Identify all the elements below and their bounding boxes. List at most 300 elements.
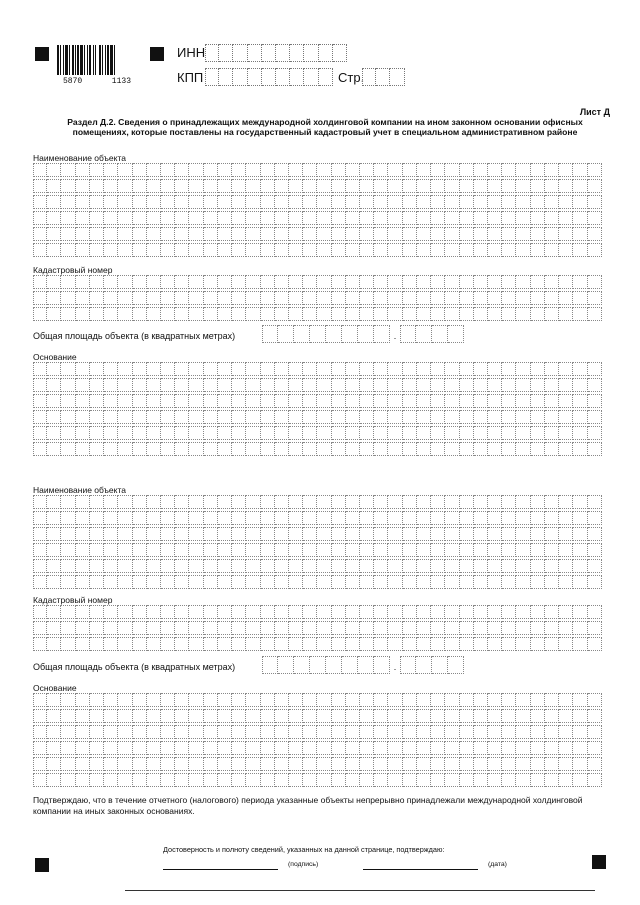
char-cell[interactable]	[246, 709, 260, 723]
char-cell[interactable]	[588, 709, 602, 723]
char-cell[interactable]	[289, 442, 303, 456]
object-name-1-row[interactable]	[33, 227, 602, 241]
char-cell[interactable]	[61, 621, 75, 635]
char-cell[interactable]	[531, 378, 545, 392]
char-cell[interactable]	[346, 195, 360, 209]
char-cell[interactable]	[275, 527, 289, 541]
char-cell[interactable]	[474, 179, 488, 193]
char-cell[interactable]	[189, 195, 203, 209]
char-cell[interactable]	[133, 621, 147, 635]
char-cell[interactable]	[261, 621, 275, 635]
char-cell[interactable]	[118, 527, 132, 541]
char-cell[interactable]	[232, 575, 246, 589]
char-cell[interactable]	[218, 637, 232, 651]
char-cell[interactable]	[232, 725, 246, 739]
char-cell[interactable]	[516, 275, 530, 289]
char-cell[interactable]	[474, 426, 488, 440]
char-cell[interactable]	[502, 275, 516, 289]
char-cell[interactable]	[360, 291, 374, 305]
char-cell[interactable]	[488, 211, 502, 225]
char-cell[interactable]	[388, 307, 402, 321]
char-cell[interactable]	[90, 179, 104, 193]
char-cell[interactable]	[161, 195, 175, 209]
char-cell[interactable]	[516, 362, 530, 376]
char-cell[interactable]	[431, 378, 445, 392]
char-cell[interactable]	[417, 307, 431, 321]
char-cell[interactable]	[474, 495, 488, 509]
char-cell[interactable]	[559, 243, 573, 257]
char-cell[interactable]	[90, 291, 104, 305]
char-cell[interactable]	[374, 394, 388, 408]
char-cell[interactable]	[289, 163, 303, 177]
char-cell[interactable]	[147, 394, 161, 408]
cadastral-number-1-row[interactable]	[33, 275, 602, 289]
char-cell[interactable]	[189, 527, 203, 541]
char-cell[interactable]	[261, 527, 275, 541]
char-cell[interactable]	[374, 362, 388, 376]
char-cell[interactable]	[360, 725, 374, 739]
char-cell[interactable]	[346, 637, 360, 651]
char-cell[interactable]	[310, 656, 326, 674]
char-cell[interactable]	[332, 725, 346, 739]
char-cell[interactable]	[246, 410, 260, 424]
char-cell[interactable]	[118, 362, 132, 376]
char-cell[interactable]	[76, 291, 90, 305]
char-cell[interactable]	[90, 243, 104, 257]
char-cell[interactable]	[218, 527, 232, 541]
char-cell[interactable]	[218, 442, 232, 456]
char-cell[interactable]	[488, 575, 502, 589]
char-cell[interactable]	[33, 637, 47, 651]
char-cell[interactable]	[445, 179, 459, 193]
char-cell[interactable]	[559, 227, 573, 241]
char-cell[interactable]	[431, 757, 445, 771]
char-cell[interactable]	[175, 179, 189, 193]
char-cell[interactable]	[374, 656, 390, 674]
char-cell[interactable]	[531, 227, 545, 241]
char-cell[interactable]	[303, 426, 317, 440]
char-cell[interactable]	[445, 378, 459, 392]
char-cell[interactable]	[303, 741, 317, 755]
char-cell[interactable]	[545, 243, 559, 257]
char-cell[interactable]	[388, 378, 402, 392]
char-cell[interactable]	[76, 757, 90, 771]
char-cell[interactable]	[545, 227, 559, 241]
char-cell[interactable]	[232, 307, 246, 321]
char-cell[interactable]	[232, 211, 246, 225]
char-cell[interactable]	[431, 394, 445, 408]
char-cell[interactable]	[559, 495, 573, 509]
char-cell[interactable]	[133, 275, 147, 289]
char-cell[interactable]	[573, 559, 587, 573]
char-cell[interactable]	[374, 527, 388, 541]
char-cell[interactable]	[317, 211, 331, 225]
char-cell[interactable]	[588, 227, 602, 241]
char-cell[interactable]	[218, 243, 232, 257]
char-cell[interactable]	[118, 243, 132, 257]
char-cell[interactable]	[118, 757, 132, 771]
char-cell[interactable]	[189, 725, 203, 739]
char-cell[interactable]	[233, 44, 247, 62]
basis-1-row[interactable]	[33, 394, 602, 408]
char-cell[interactable]	[61, 243, 75, 257]
char-cell[interactable]	[516, 211, 530, 225]
char-cell[interactable]	[276, 44, 290, 62]
char-cell[interactable]	[362, 68, 376, 86]
char-cell[interactable]	[175, 559, 189, 573]
char-cell[interactable]	[118, 227, 132, 241]
char-cell[interactable]	[317, 559, 331, 573]
char-cell[interactable]	[445, 543, 459, 557]
char-cell[interactable]	[33, 195, 47, 209]
char-cell[interactable]	[232, 559, 246, 573]
char-cell[interactable]	[374, 621, 388, 635]
char-cell[interactable]	[403, 757, 417, 771]
char-cell[interactable]	[545, 442, 559, 456]
char-cell[interactable]	[559, 163, 573, 177]
char-cell[interactable]	[175, 725, 189, 739]
char-cell[interactable]	[332, 442, 346, 456]
char-cell[interactable]	[104, 495, 118, 509]
char-cell[interactable]	[346, 179, 360, 193]
char-cell[interactable]	[204, 621, 218, 635]
char-cell[interactable]	[90, 495, 104, 509]
char-cell[interactable]	[218, 543, 232, 557]
char-cell[interactable]	[531, 637, 545, 651]
char-cell[interactable]	[516, 543, 530, 557]
char-cell[interactable]	[573, 163, 587, 177]
char-cell[interactable]	[147, 179, 161, 193]
basis-1-row[interactable]	[33, 378, 602, 392]
char-cell[interactable]	[33, 559, 47, 573]
char-cell[interactable]	[388, 426, 402, 440]
char-cell[interactable]	[516, 757, 530, 771]
char-cell[interactable]	[161, 362, 175, 376]
char-cell[interactable]	[118, 195, 132, 209]
char-cell[interactable]	[445, 211, 459, 225]
char-cell[interactable]	[531, 559, 545, 573]
char-cell[interactable]	[303, 410, 317, 424]
char-cell[interactable]	[189, 442, 203, 456]
char-cell[interactable]	[403, 307, 417, 321]
char-cell[interactable]	[61, 362, 75, 376]
char-cell[interactable]	[47, 495, 61, 509]
char-cell[interactable]	[90, 362, 104, 376]
char-cell[interactable]	[374, 741, 388, 755]
char-cell[interactable]	[104, 426, 118, 440]
char-cell[interactable]	[61, 709, 75, 723]
char-cell[interactable]	[303, 495, 317, 509]
char-cell[interactable]	[175, 243, 189, 257]
char-cell[interactable]	[218, 621, 232, 635]
char-cell[interactable]	[275, 621, 289, 635]
char-cell[interactable]	[431, 605, 445, 619]
char-cell[interactable]	[275, 637, 289, 651]
char-cell[interactable]	[47, 605, 61, 619]
char-cell[interactable]	[573, 291, 587, 305]
char-cell[interactable]	[246, 511, 260, 525]
char-cell[interactable]	[33, 757, 47, 771]
char-cell[interactable]	[417, 179, 431, 193]
char-cell[interactable]	[388, 693, 402, 707]
char-cell[interactable]	[289, 275, 303, 289]
char-cell[interactable]	[61, 757, 75, 771]
char-cell[interactable]	[289, 378, 303, 392]
char-cell[interactable]	[460, 621, 474, 635]
char-cell[interactable]	[303, 621, 317, 635]
char-cell[interactable]	[502, 605, 516, 619]
char-cell[interactable]	[332, 211, 346, 225]
char-cell[interactable]	[275, 605, 289, 619]
char-cell[interactable]	[90, 378, 104, 392]
char-cell[interactable]	[289, 543, 303, 557]
char-cell[interactable]	[445, 559, 459, 573]
char-cell[interactable]	[573, 757, 587, 771]
char-cell[interactable]	[545, 637, 559, 651]
char-cell[interactable]	[33, 709, 47, 723]
basis-1-row[interactable]	[33, 362, 602, 376]
char-cell[interactable]	[346, 773, 360, 787]
char-cell[interactable]	[502, 693, 516, 707]
char-cell[interactable]	[76, 394, 90, 408]
char-cell[interactable]	[516, 559, 530, 573]
char-cell[interactable]	[388, 362, 402, 376]
char-cell[interactable]	[246, 211, 260, 225]
char-cell[interactable]	[445, 741, 459, 755]
char-cell[interactable]	[189, 741, 203, 755]
char-cell[interactable]	[474, 243, 488, 257]
char-cell[interactable]	[133, 362, 147, 376]
char-cell[interactable]	[460, 693, 474, 707]
char-cell[interactable]	[33, 741, 47, 755]
char-cell[interactable]	[275, 741, 289, 755]
char-cell[interactable]	[417, 275, 431, 289]
char-cell[interactable]	[161, 725, 175, 739]
char-cell[interactable]	[204, 693, 218, 707]
char-cell[interactable]	[474, 291, 488, 305]
char-cell[interactable]	[374, 325, 390, 343]
char-cell[interactable]	[559, 426, 573, 440]
char-cell[interactable]	[431, 709, 445, 723]
char-cell[interactable]	[431, 527, 445, 541]
char-cell[interactable]	[360, 211, 374, 225]
char-cell[interactable]	[417, 543, 431, 557]
char-cell[interactable]	[531, 709, 545, 723]
char-cell[interactable]	[488, 559, 502, 573]
char-cell[interactable]	[147, 693, 161, 707]
char-cell[interactable]	[445, 307, 459, 321]
char-cell[interactable]	[61, 495, 75, 509]
object-name-1-row[interactable]	[33, 211, 602, 225]
char-cell[interactable]	[374, 410, 388, 424]
char-cell[interactable]	[488, 741, 502, 755]
char-cell[interactable]	[460, 275, 474, 289]
char-cell[interactable]	[147, 163, 161, 177]
char-cell[interactable]	[573, 495, 587, 509]
char-cell[interactable]	[104, 757, 118, 771]
char-cell[interactable]	[61, 291, 75, 305]
char-cell[interactable]	[90, 195, 104, 209]
char-cell[interactable]	[261, 195, 275, 209]
char-cell[interactable]	[204, 442, 218, 456]
char-cell[interactable]	[246, 275, 260, 289]
char-cell[interactable]	[118, 378, 132, 392]
char-cell[interactable]	[218, 362, 232, 376]
char-cell[interactable]	[502, 757, 516, 771]
char-cell[interactable]	[303, 527, 317, 541]
char-cell[interactable]	[33, 227, 47, 241]
char-cell[interactable]	[133, 211, 147, 225]
char-cell[interactable]	[90, 709, 104, 723]
char-cell[interactable]	[278, 325, 294, 343]
char-cell[interactable]	[261, 442, 275, 456]
char-cell[interactable]	[516, 291, 530, 305]
char-cell[interactable]	[374, 378, 388, 392]
char-cell[interactable]	[232, 693, 246, 707]
char-cell[interactable]	[261, 163, 275, 177]
char-cell[interactable]	[133, 442, 147, 456]
char-cell[interactable]	[61, 275, 75, 289]
char-cell[interactable]	[332, 179, 346, 193]
char-cell[interactable]	[76, 378, 90, 392]
char-cell[interactable]	[47, 195, 61, 209]
char-cell[interactable]	[303, 709, 317, 723]
char-cell[interactable]	[388, 527, 402, 541]
char-cell[interactable]	[445, 575, 459, 589]
char-cell[interactable]	[261, 637, 275, 651]
char-cell[interactable]	[474, 575, 488, 589]
char-cell[interactable]	[474, 410, 488, 424]
char-cell[interactable]	[374, 426, 388, 440]
char-cell[interactable]	[47, 741, 61, 755]
char-cell[interactable]	[175, 362, 189, 376]
char-cell[interactable]	[289, 511, 303, 525]
char-cell[interactable]	[189, 307, 203, 321]
char-cell[interactable]	[346, 757, 360, 771]
char-cell[interactable]	[47, 511, 61, 525]
char-cell[interactable]	[133, 227, 147, 241]
char-cell[interactable]	[417, 559, 431, 573]
char-cell[interactable]	[431, 410, 445, 424]
char-cell[interactable]	[346, 426, 360, 440]
char-cell[interactable]	[147, 543, 161, 557]
char-cell[interactable]	[262, 325, 278, 343]
char-cell[interactable]	[189, 575, 203, 589]
char-cell[interactable]	[488, 527, 502, 541]
char-cell[interactable]	[488, 511, 502, 525]
char-cell[interactable]	[346, 275, 360, 289]
char-cell[interactable]	[400, 656, 416, 674]
signature-line[interactable]	[163, 869, 278, 870]
char-cell[interactable]	[303, 195, 317, 209]
char-cell[interactable]	[118, 693, 132, 707]
char-cell[interactable]	[488, 495, 502, 509]
char-cell[interactable]	[588, 275, 602, 289]
char-cell[interactable]	[133, 637, 147, 651]
char-cell[interactable]	[204, 605, 218, 619]
char-cell[interactable]	[346, 495, 360, 509]
char-cell[interactable]	[232, 527, 246, 541]
char-cell[interactable]	[531, 495, 545, 509]
char-cell[interactable]	[246, 527, 260, 541]
char-cell[interactable]	[431, 426, 445, 440]
char-cell[interactable]	[417, 693, 431, 707]
char-cell[interactable]	[90, 410, 104, 424]
char-cell[interactable]	[502, 227, 516, 241]
char-cell[interactable]	[47, 637, 61, 651]
char-cell[interactable]	[33, 621, 47, 635]
char-cell[interactable]	[346, 741, 360, 755]
char-cell[interactable]	[261, 307, 275, 321]
char-cell[interactable]	[403, 362, 417, 376]
char-cell[interactable]	[488, 773, 502, 787]
char-cell[interactable]	[502, 773, 516, 787]
char-cell[interactable]	[118, 741, 132, 755]
char-cell[interactable]	[147, 757, 161, 771]
char-cell[interactable]	[531, 291, 545, 305]
char-cell[interactable]	[233, 68, 247, 86]
char-cell[interactable]	[317, 243, 331, 257]
char-cell[interactable]	[474, 195, 488, 209]
char-cell[interactable]	[118, 394, 132, 408]
char-cell[interactable]	[403, 211, 417, 225]
char-cell[interactable]	[290, 68, 304, 86]
char-cell[interactable]	[161, 410, 175, 424]
char-cell[interactable]	[118, 442, 132, 456]
char-cell[interactable]	[133, 243, 147, 257]
char-cell[interactable]	[161, 211, 175, 225]
char-cell[interactable]	[232, 543, 246, 557]
char-cell[interactable]	[332, 227, 346, 241]
char-cell[interactable]	[161, 394, 175, 408]
char-cell[interactable]	[310, 325, 326, 343]
char-cell[interactable]	[289, 495, 303, 509]
char-cell[interactable]	[47, 243, 61, 257]
char-cell[interactable]	[374, 559, 388, 573]
char-cell[interactable]	[502, 442, 516, 456]
char-cell[interactable]	[232, 362, 246, 376]
char-cell[interactable]	[175, 163, 189, 177]
char-cell[interactable]	[559, 709, 573, 723]
char-cell[interactable]	[374, 757, 388, 771]
char-cell[interactable]	[360, 163, 374, 177]
char-cell[interactable]	[175, 227, 189, 241]
char-cell[interactable]	[332, 757, 346, 771]
char-cell[interactable]	[559, 741, 573, 755]
char-cell[interactable]	[445, 605, 459, 619]
object-name-2-row[interactable]	[33, 495, 602, 509]
char-cell[interactable]	[488, 621, 502, 635]
char-cell[interactable]	[303, 725, 317, 739]
char-cell[interactable]	[588, 725, 602, 739]
char-cell[interactable]	[559, 725, 573, 739]
char-cell[interactable]	[417, 394, 431, 408]
char-cell[interactable]	[403, 243, 417, 257]
char-cell[interactable]	[417, 243, 431, 257]
char-cell[interactable]	[118, 426, 132, 440]
char-cell[interactable]	[545, 543, 559, 557]
char-cell[interactable]	[261, 179, 275, 193]
char-cell[interactable]	[403, 559, 417, 573]
char-cell[interactable]	[388, 757, 402, 771]
char-cell[interactable]	[502, 394, 516, 408]
char-cell[interactable]	[502, 559, 516, 573]
char-cell[interactable]	[76, 725, 90, 739]
object-name-2-row[interactable]	[33, 527, 602, 541]
char-cell[interactable]	[118, 725, 132, 739]
char-cell[interactable]	[502, 426, 516, 440]
char-cell[interactable]	[246, 757, 260, 771]
